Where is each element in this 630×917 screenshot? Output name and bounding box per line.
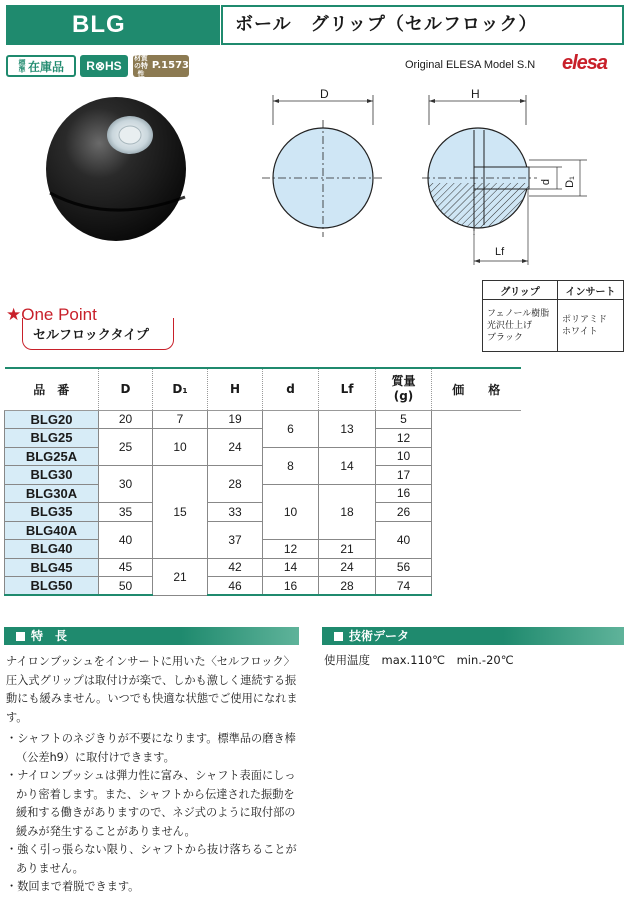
- stock-label: 在庫品: [27, 59, 64, 74]
- grip-line-2: 光沢仕上げ: [487, 320, 533, 331]
- mass-cell: 26: [376, 503, 432, 522]
- stock-badge: [6, 55, 76, 77]
- code-cell: BLG20: [5, 410, 99, 429]
- feature-bullet: ・ナイロンブッシュは弾力性に富み、シャフト表面にしっかり密着します。また、シャフトから伝達された振動を緩和する働きがありますので、ネジ式のように取付部の緩みが発生することがありません。: [6, 769, 296, 838]
- dim-D-label: D: [320, 87, 329, 101]
- d-cell: 14: [263, 558, 319, 577]
- col-d: d: [263, 368, 319, 410]
- product-title: ボール グリップ（セルフロック）: [221, 5, 624, 45]
- insert-line-1: ポリアミド: [562, 314, 608, 325]
- material-label: 材質の特性: [133, 54, 148, 78]
- features-section-header: [4, 627, 299, 645]
- square-bullet-icon: [334, 632, 343, 641]
- features-intro: ナイロンブッシュをインサートに用いた〈セルフロック〉圧入式グリップは取付けが楽で、しかも激しく連続する振動にも緩みません。いつでも快適な状態でご使用になれます。: [6, 655, 298, 724]
- price-cell: [432, 410, 521, 595]
- insert-material-cell: [558, 300, 624, 352]
- grip-header: グリップ: [483, 281, 558, 300]
- D-cell: 45: [99, 558, 153, 577]
- dim-H-label: H: [471, 87, 480, 101]
- code-cell: BLG40: [5, 540, 99, 559]
- material-table: [482, 280, 624, 352]
- code-cell: BLG50: [5, 577, 99, 596]
- table-row: [5, 410, 521, 429]
- product-photo: [40, 85, 200, 250]
- mass-cell: 74: [376, 577, 432, 596]
- D-cell: 30: [99, 466, 153, 503]
- code-cell: BLG35: [5, 503, 99, 522]
- square-bullet-icon: [16, 632, 25, 641]
- Lf-cell: 14: [319, 447, 376, 484]
- material-badge: [133, 55, 189, 77]
- one-point-title: ★One Point: [6, 305, 97, 324]
- d-cell: 10: [263, 484, 319, 540]
- D1-cell: 15: [153, 466, 208, 559]
- mass-cell: 56: [376, 558, 432, 577]
- tech-title: 技術データ: [349, 629, 410, 643]
- Lf-cell: 13: [319, 410, 376, 447]
- feature-bullet: ・強く引っ張らない限り、シャフトから抜け落ちることがありません。: [6, 843, 297, 875]
- code-cell: BLG40A: [5, 521, 99, 540]
- H-cell: 24: [208, 429, 263, 466]
- col-Lf: Lf: [319, 368, 376, 410]
- D-cell: 50: [99, 577, 153, 596]
- rohs-badge: R⊗HS: [80, 55, 128, 77]
- d-cell: 6: [263, 410, 319, 447]
- H-cell: 42: [208, 558, 263, 577]
- D1-cell: 7: [153, 410, 208, 429]
- col-mass: 質量 (g): [376, 368, 432, 410]
- mass-cell: 5: [376, 410, 432, 429]
- tech-section-header: [322, 627, 624, 645]
- feature-bullet: ・シャフトのネジきりが不要になります。標準品の磨き棒（公差h9）に取付けできます。: [6, 732, 296, 764]
- D1-cell: 21: [153, 558, 208, 595]
- mass-cell: 12: [376, 429, 432, 448]
- d-cell: 16: [263, 577, 319, 596]
- H-cell: 19: [208, 410, 263, 429]
- dim-Lf-label: Lf: [495, 246, 505, 258]
- insert-header: インサート: [558, 281, 624, 300]
- grip-line-1: フェノール樹脂: [487, 308, 550, 319]
- code-cell: BLG30: [5, 466, 99, 485]
- mass-cell: 16: [376, 484, 432, 503]
- code-cell: BLG25: [5, 429, 99, 448]
- spec-table: [4, 367, 521, 596]
- elesa-logo: elesa: [562, 52, 608, 74]
- grip-material-cell: [483, 300, 558, 352]
- grip-line-3: ブラック: [487, 332, 523, 343]
- col-price: 価 格: [432, 368, 521, 410]
- H-cell: 37: [208, 521, 263, 558]
- dim-d-label: d: [540, 178, 553, 186]
- col-D: D: [99, 368, 153, 410]
- mass-cell: 10: [376, 447, 432, 466]
- D-cell: 20: [99, 410, 153, 429]
- D-cell: 40: [99, 521, 153, 558]
- Lf-cell: 24: [319, 558, 376, 577]
- Lf-cell: 18: [319, 484, 376, 540]
- insert-line-2: ホワイト: [562, 326, 598, 337]
- model-text: Original ELESA Model S.N: [405, 59, 536, 71]
- code-cell: BLG45: [5, 558, 99, 577]
- tech-temperature: 使用温度 max.110℃ min.-20℃: [324, 653, 514, 667]
- features-bullets: [6, 730, 304, 897]
- D1-cell: 10: [153, 429, 208, 466]
- features-title: 特 長: [31, 629, 68, 643]
- standard-label: 標準: [17, 59, 26, 73]
- col-H: H: [208, 368, 263, 410]
- dim-D1-label: D₁: [563, 176, 576, 188]
- code-cell: BLG25A: [5, 447, 99, 466]
- d-cell: 12: [263, 540, 319, 559]
- code-cell: BLG30A: [5, 484, 99, 503]
- H-cell: 33: [208, 503, 263, 522]
- one-point-text: セルフロックタイプ: [22, 318, 174, 350]
- feature-bullet: ・数回まで着脱できます。: [6, 880, 140, 893]
- Lf-cell: 28: [319, 577, 376, 596]
- spec-header-row: [5, 368, 521, 410]
- H-cell: 28: [208, 466, 263, 503]
- D-cell: 25: [99, 429, 153, 466]
- Lf-cell: 21: [319, 540, 376, 559]
- material-page: P.1573: [151, 60, 189, 71]
- product-code-banner: BLG: [6, 5, 220, 45]
- H-cell: 46: [208, 577, 263, 596]
- mass-cell: 17: [376, 466, 432, 485]
- mass-cell: 40: [376, 521, 432, 558]
- D-cell: 35: [99, 503, 153, 522]
- col-D1: D₁: [153, 368, 208, 410]
- technical-drawing: [262, 85, 612, 270]
- d-cell: 8: [263, 447, 319, 484]
- col-code: 品 番: [5, 368, 99, 410]
